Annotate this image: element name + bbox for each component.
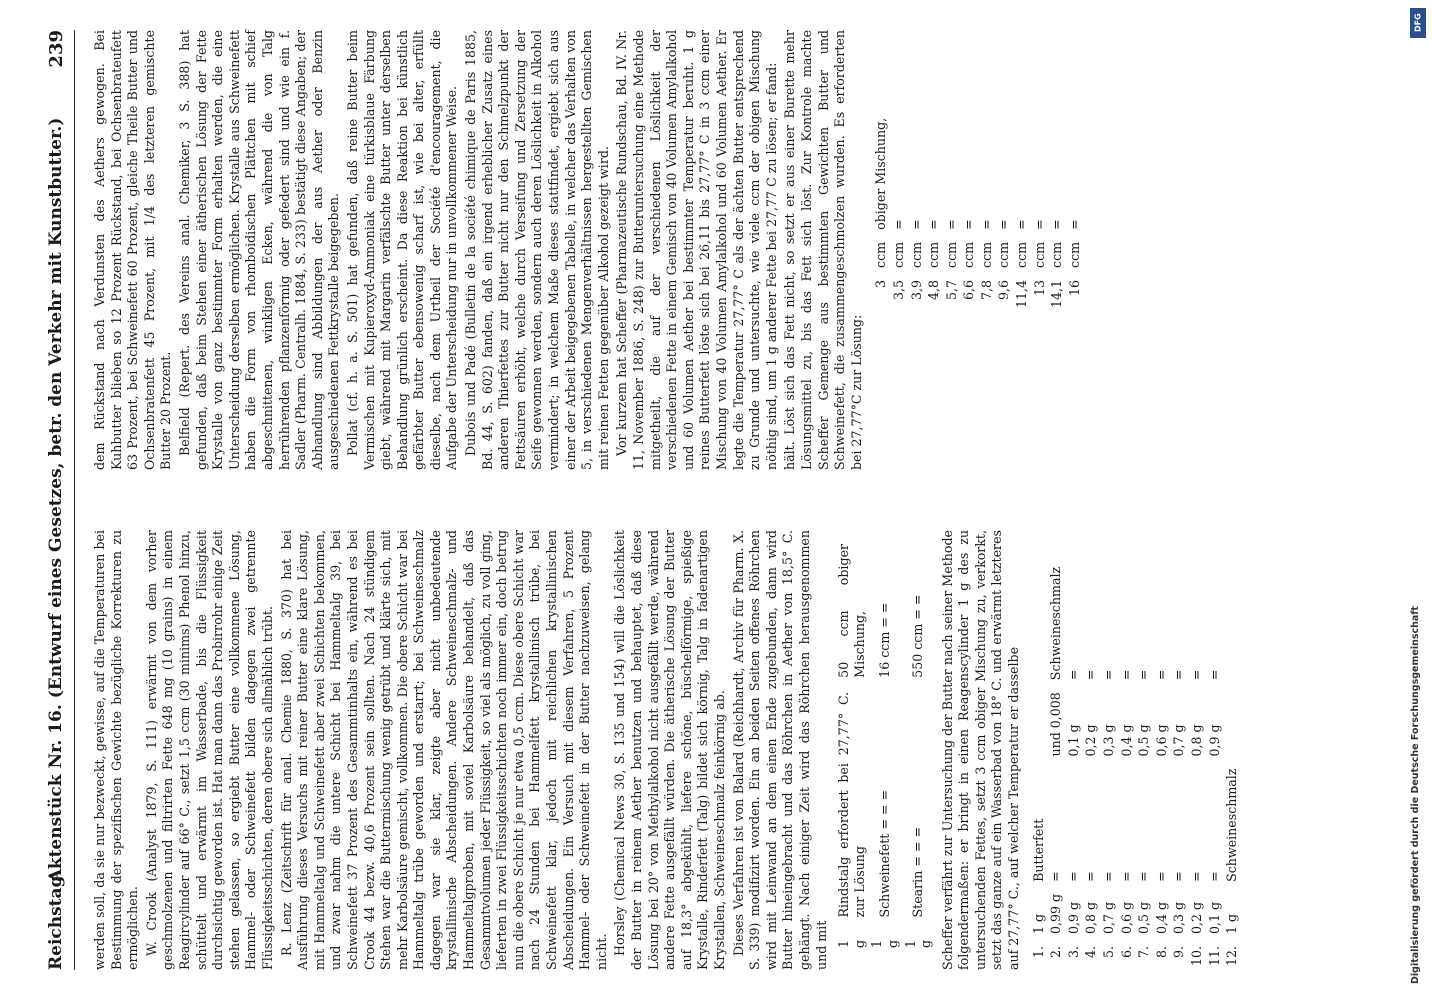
list-item [1119, 557, 1135, 968]
amount-cell: 1 g [869, 939, 900, 948]
result-cell-value: 3 [873, 279, 889, 288]
paragraph: Scheffer verfährt zur Untersuchung der Butter nach seiner Methode folgendermaßen: er bringt in einen Reagenscylinder 1 g des zu untersuchenden Fettes, setzt 3 ccm obiger Mischung zu, verkorkt, setzt das ganze auf ein Wasserbad von 18° C. und erwärmt letzteres auf 27,77° C., auf welcher Temperatur er dasselbe [939, 530, 1022, 970]
list-cell-num: 9. [1171, 946, 1187, 959]
list-item [1136, 557, 1152, 968]
list-cell-b: = [1101, 871, 1117, 882]
list-cell-num: 4. [1083, 946, 1099, 959]
list-item [1066, 557, 1082, 968]
result-cell-value: 3,5 [890, 279, 906, 300]
list-item [1083, 557, 1099, 968]
solubility-table [834, 530, 936, 950]
list-cell-num: 8. [1153, 946, 1169, 959]
list-cell-b: = [1083, 871, 1099, 882]
list-cell-b: Butterfett [1030, 818, 1046, 882]
result-cell-unit: ccm [1014, 241, 1030, 268]
list-cell-b: = [1118, 871, 1134, 882]
dfg-logo-icon: DFG [1410, 8, 1426, 38]
page-header [40, 30, 75, 970]
header-title: Aktenstück Nr. 16. (Entwurf eines Gesetzes, betr. den Verkehr mit Kunstbutter.) [46, 117, 66, 883]
result-cell-unit: ccm [1049, 241, 1065, 268]
result-cell-unit: ccm [908, 241, 924, 268]
paragraph: Vor kurzem hat Scheffer (Pharmazeutische Rundschau, Bd. IV. Nr. 11, November 1886, S. 248) zur Butteruntersuchung eine Methode mitgetheilt, die auf der verschiedenen Löslichkeit der verschiedenen Fette in einem Gemisch von 40 Volumen Amylalkohol und 60 Volumen Aether bei bestimmter Temperatur beruht. 1 g reines Butterfett löste sich bei 26,11 bis 27,77° C in 3 ccm einer Mischung von 40 Volumen Amylalkohol und 60 Volumen Aether. Er legte die Temperatur 27,77° C als der ächten Butter entsprechend zu Grunde und untersuchte, wie viele ccm der obigen Mischung nöthig sind, um 1 g anderer Fette bei 27,77 C zu lösen; er fand: [614, 30, 779, 470]
list-item [1067, 108, 1083, 468]
result-cell-unit: ccm [978, 241, 994, 268]
list-cell-a: 0,8 g [1083, 901, 1099, 934]
list-cell-c: 0,3 g [1101, 724, 1117, 757]
paragraph: Horsley (Chemical News 30, S. 135 und 154) will die Löslichkeit der Butter in reinem Aether benutzen und behauptet, daß diese Lösung bei 20° von Methylalkohol nicht ausgefällt werde, während andere Fette ausgefällt würden. Die ätherische Lösung der Butter auf 18,3° abgekühlt, liefere schöne, büschelförmige, spießige Krystalle, Rinderfett (Talg) bildet sich körnig, Talg in fadenartigen Krystallen, Schweineschmalz feinkörnig ab. [612, 530, 727, 970]
list-cell-num: 12. [1224, 946, 1240, 967]
list-item [1032, 108, 1048, 468]
value-text: 550 ccm [910, 623, 926, 678]
list-item [926, 108, 942, 468]
list-item [873, 108, 889, 468]
ditto-marks: = = [910, 594, 926, 620]
list-cell-a: 0,4 g [1153, 901, 1169, 934]
paragraph: werden soll, da sie nur bezweckt, gewisse, auf die Temperaturen bei Bestimmung der spezifischen Gewichte bezügliche Korrekturen zu ermöglichen. [92, 530, 141, 970]
list-item [1189, 557, 1205, 968]
paragraph: Dubois und Padé (Bulletin de la société chimique de Paris 1885, Bd. 44, S. 602) fanden, daß ein irgend erheblicher Zusatz eines anderen Thierfettes zur Butter nicht nur den Schmelzpunkt der Fettsäuren erhöht, welche durch Verseifung und Zersetzung der Seife gewonnen werden, sondern auch deren Löslichkeit in Alkohol vermindert; in welchem Maße dieses stattfindet, ergiebt sich aus einer der Arbeit beigegebenen Tabelle, in welcher das Verhalten von 5, in verschiedenen Mengenverhältnissen hergestellten Gemischen mit reinen Fetten gegenüber Alkohol gezeigt wird. [463, 30, 611, 470]
substance-cell [869, 680, 900, 918]
page-number: 239 [46, 30, 67, 68]
result-cell-tail: = [1066, 219, 1082, 230]
list-item [909, 108, 925, 468]
paragraph: Dieses Verfahren ist von Balard (Reichhardt, Archiv für Pharm. X. S. 339) modifizirt worden. Ein an beiden Seiten offenes Röhrchen wird mit Leinwand an dem einen Ende zugebunden, dann wird Butter hineingebracht und das Röhrchen in Aether von 18,5° C. gehängt. Nach einiger Zeit wird das Röhrchen herausgenommen und mit [730, 530, 829, 970]
result-cell-value: 9,6 [996, 279, 1012, 300]
paragraph: hält. Löst sich das Fett nicht, so setzt er aus einer Burette mehr Lösungsmittel zu, bis das Fett sich löst. Zur Kontrole machte Scheffer Gemenge aus bestimmten Gewichten Butter und Schweinefett, die zusammengeschmolzen wurden. Es erforderten bei 27,77°C zur Lösung: [782, 30, 864, 470]
list-cell-b: = [1153, 871, 1169, 882]
paragraph: Belfield (Repert. des Vereins anal. Chemiker, 3 S. 388) hat gefunden, daß beim Stehen einer ätherischen Lösung der Fette Krystalle von ganz bestimmter Form erhalten werden, die eine Unterscheidung derselben ermöglichen. Krystalle aus Schweinefett haben die Form von rhomboidischen Plättchen mit schief abgeschnittenen, winkligen Ecken, während die von Talg herrührenden pflanzenförmig oder gefedert sind und wie ein f. Sadler (Pharm. Centralh. 1884, S. 233) bestätigt diese Angaben; der Abhandlung sind Abbildungen der aus Aether oder Benzin ausgeschiedenen Fettkrystalle beigegeben. [176, 30, 342, 470]
list-cell-b: Schweineschmalz [1224, 768, 1240, 882]
list-cell-b: = [1048, 871, 1064, 882]
result-cell-tail: = [890, 219, 906, 230]
list-item [891, 108, 907, 468]
table-row [836, 532, 867, 948]
list-cell-b: = [1136, 871, 1152, 882]
list-cell-c: 0,5 g [1136, 724, 1152, 757]
result-cell-value: 13 [1031, 279, 1047, 296]
list-cell-d: = [1118, 669, 1134, 681]
left-column [92, 530, 1242, 970]
list-cell-c: und 0,008 [1048, 692, 1064, 757]
list-cell-num: 10. [1189, 946, 1204, 967]
list-cell-c: 0,1 g [1065, 724, 1081, 757]
list-cell-a: 0,9 g [1065, 901, 1081, 934]
list-cell-num: 2. [1048, 946, 1064, 959]
list-item [1049, 108, 1065, 468]
list-cell-c: 0,2 g [1083, 724, 1099, 757]
list-cell-d: Schweineschmalz [1048, 566, 1064, 681]
list-cell-d [1224, 557, 1240, 680]
result-cell-tail: = [908, 219, 924, 230]
list-cell-num: 7. [1136, 946, 1152, 959]
dfg-note: Digitalisierung gefördert durch die Deutsche Forschungsgemeinschaft [1410, 606, 1421, 984]
value-cell: 50 ccm obiger Mischung, [836, 544, 867, 678]
result-cell-tail: = [996, 219, 1012, 230]
list-cell-num: 11. [1206, 946, 1222, 967]
result-cell-unit: ccm [1031, 241, 1047, 268]
result-cell-unit: ccm [996, 241, 1012, 268]
list-cell-d: = [1153, 669, 1169, 681]
list-item [1048, 557, 1064, 968]
result-cell-value: 3,9 [908, 279, 924, 300]
paragraph: Pollat (cf. h. a. S. 501) hat gefunden, daß reine Butter beim Vermischen mit Kupieroxyd-Ammoniak eine türkisblaue Färbung giebt, während mit Margarin verfälschte Butter unter derselben Behandlung grünlich erscheint. Da diese Reaktion bei künstlich gefärbter Butter ebensowenig scharf ist, wie bei alter, erfüllt dieselbe, nach dem Urtheil der Société d'encouragement, die Aufgabe der Unterscheidung nur in unvollkommener Weise. [344, 30, 460, 470]
list-cell-a: 1 g [1030, 913, 1046, 934]
list-cell-num: 5. [1101, 946, 1117, 959]
result-cell-value: 6,6 [961, 279, 977, 300]
list-item [1171, 557, 1187, 968]
result-cell-unit: ccm [873, 241, 889, 268]
list-cell-a: 0,3 g [1171, 901, 1187, 934]
result-cell-tail: = [926, 219, 942, 230]
result-cell-tail: = [1049, 219, 1065, 230]
result-cell-value: 5,7 [943, 279, 959, 300]
list-cell-a: 0,1 g [1206, 901, 1222, 934]
result-cell-tail: = [1014, 219, 1030, 230]
right-column [92, 30, 1084, 470]
list-cell-a: 1 g [1224, 913, 1240, 934]
dfg-sidebar [1404, 8, 1426, 988]
result-cell-value: 4,8 [926, 279, 942, 300]
list-cell-d: = [1171, 669, 1187, 681]
list-item [979, 108, 995, 468]
result-cell-value: 11,4 [1014, 279, 1030, 308]
result-cell-unit: ccm [1066, 241, 1082, 268]
ditto-marks: = = [877, 602, 893, 628]
list-cell-d: = [1083, 669, 1099, 681]
list-item [1207, 557, 1223, 968]
value-cell [869, 532, 900, 678]
result-cell-value: 16 [1066, 279, 1082, 296]
list-cell-d: = [1065, 669, 1081, 681]
result-cell-value: 7,8 [978, 279, 994, 300]
list-cell-c [1224, 682, 1240, 756]
amount-cell: 1 g [836, 939, 867, 948]
result-cell-tail: = [961, 219, 977, 230]
paragraph: dem Rückstand nach Verdunsten des Aethers gewogen. Bei Kuhbutter blieben so 12 Prozent Rückstand, bei Ochsenbrateufett 63 Prozent, bei Schweinefett 60 Prozent, gleiche Theile Butter und Ochsenbratenfett 45 Prozent, mit 1/4 des letzteren gemischte Butter 20 Prozent. [92, 30, 174, 470]
list-cell-b: = [1065, 871, 1081, 882]
list-cell-d: = [1206, 669, 1222, 681]
result-cell-unit: ccm [926, 241, 942, 268]
mixture-list [1029, 555, 1242, 970]
list-cell-a: 0,99 g [1048, 893, 1064, 934]
list-cell-d: = [1136, 669, 1152, 681]
list-item [1031, 557, 1047, 968]
substance-name: Stearin [910, 870, 926, 918]
list-item [1101, 557, 1117, 968]
paragraph: W. Crook (Analyst 1879, S. 111) erwärmt von dem vorher geschmolzenen und filtrirten Fette 648 mg (10 grains) in einem Reagircylinder auf 66° C., setzt 1,5 ccm (30 minims) Phenol hinzu, schüttelt und erwärmt im Wasserbade, bis die Flüssigkeit durchsichtig geworden ist. Hat man dann das Probirrohr einige Zeit stehen gelassen, so ergiebt Butter eine vollkommene Lösung, Hammel- oder Schweinefett bilden dagegen zwei getrennte Flüssigkeitsschichten, deren obere sich allmählich trübt. [143, 530, 275, 970]
result-cell-tail: = [943, 219, 959, 230]
paragraph: R. Lenz (Zeitschrift für anal. Chemie 1880, S. 370) hat bei Ausführung dieses Versuchs mit reiner Butter eine klare Lösung, mit Hammeltalg und Schweinefett aber zwei Schichten bekommen, und zwar nahm die untere Schicht bei Hammeltalg 39, bei Schweinefett 37 Prozent des Gesammtinhalts ein, während es bei Crook 44 bezw. 40,6 Prozent sein sollten. Nach 24 stündigem Stehen war die Buttermischung wenig getrübt und klärte sich, mit mehr Karbolsäure gemischt, vollkommen. Die obere Schicht war bei Hammeltalg trübe geworden und erstarrt; bei Schweineschmalz dagegen war sie klar, zeigte aber nicht unbedeutende krystallinische Abscheidungen. Andere Schweineschmalz- und Hammeltalgproben, mit soviel Karbolsäure behandelt, daß das Gesammtvolumen jeder Flüssigkeit, so viel als möglich, zu voll ging, lieferten in zwei Flüssigkeitsschichten noch immer ein, doch betrug nun die obere Schicht je nur etwa 0,5 ccm. Diese obere Schicht war nach 24 Stunden bei Hammelfett krystallinisch trübe, bei Schweinefett klar, jedoch mit reichlichen krystallinischen Abscheidungen. Ein Versuch mit diesem Verfahren, 5 Prozent Hammel- oder Schweinefett in der Butter nachzuweisen, gelang nicht. [278, 530, 609, 970]
list-cell-c [1031, 682, 1047, 756]
list-cell-b: = [1171, 871, 1187, 882]
list-cell-c: 0,9 g [1206, 724, 1222, 757]
result-cell-tail: = [978, 219, 994, 230]
list-cell-num: 6. [1118, 946, 1134, 959]
substance-cell: Rindstalg erfordert bei 27,77° C. zur Lösung [836, 691, 867, 918]
header-left: Reichstag. [46, 869, 66, 970]
result-cell-tail: obiger Mischung, [873, 117, 889, 230]
list-item [1014, 108, 1030, 468]
result-cell-value: 14,1 [1049, 279, 1065, 308]
substance-cell [903, 680, 934, 918]
list-cell-num: 1. [1030, 946, 1046, 959]
list-cell-a: 0,7 g [1101, 901, 1117, 934]
list-cell-a: 0,6 g [1118, 901, 1134, 934]
list-cell-b: = [1206, 871, 1222, 882]
list-cell-c: 0,6 g [1153, 724, 1169, 757]
results-list [871, 106, 1084, 470]
list-cell-c: 0,4 g [1118, 724, 1134, 757]
ditto-marks: = = = [877, 789, 893, 830]
list-cell-d: = [1101, 669, 1117, 681]
list-cell-c: 0,8 g [1189, 724, 1204, 757]
list-cell-d: = [1189, 669, 1204, 681]
list-cell-a: 0,5 g [1136, 901, 1152, 934]
list-item [1224, 557, 1240, 968]
ditto-marks: = = = [910, 827, 926, 867]
substance-name: Schweinefett [877, 833, 893, 918]
table-row [869, 532, 900, 948]
result-cell-unit: ccm [890, 241, 906, 268]
table-row [903, 532, 934, 948]
result-cell-unit: ccm [943, 241, 959, 268]
list-cell-a: 0,2 g [1189, 901, 1204, 934]
list-item [944, 108, 960, 468]
list-item [996, 108, 1012, 468]
result-cell-tail: = [1031, 219, 1047, 230]
value-cell [903, 532, 934, 678]
list-cell-d [1031, 557, 1047, 680]
result-cell-unit: ccm [961, 241, 977, 268]
list-cell-b: = [1189, 871, 1204, 882]
value-text: 16 ccm [877, 631, 893, 678]
list-item [1154, 557, 1170, 968]
list-cell-num: 3. [1065, 946, 1081, 959]
list-cell-c: 0,7 g [1171, 724, 1187, 757]
list-item [961, 108, 977, 468]
amount-cell: 1 g [902, 939, 934, 948]
